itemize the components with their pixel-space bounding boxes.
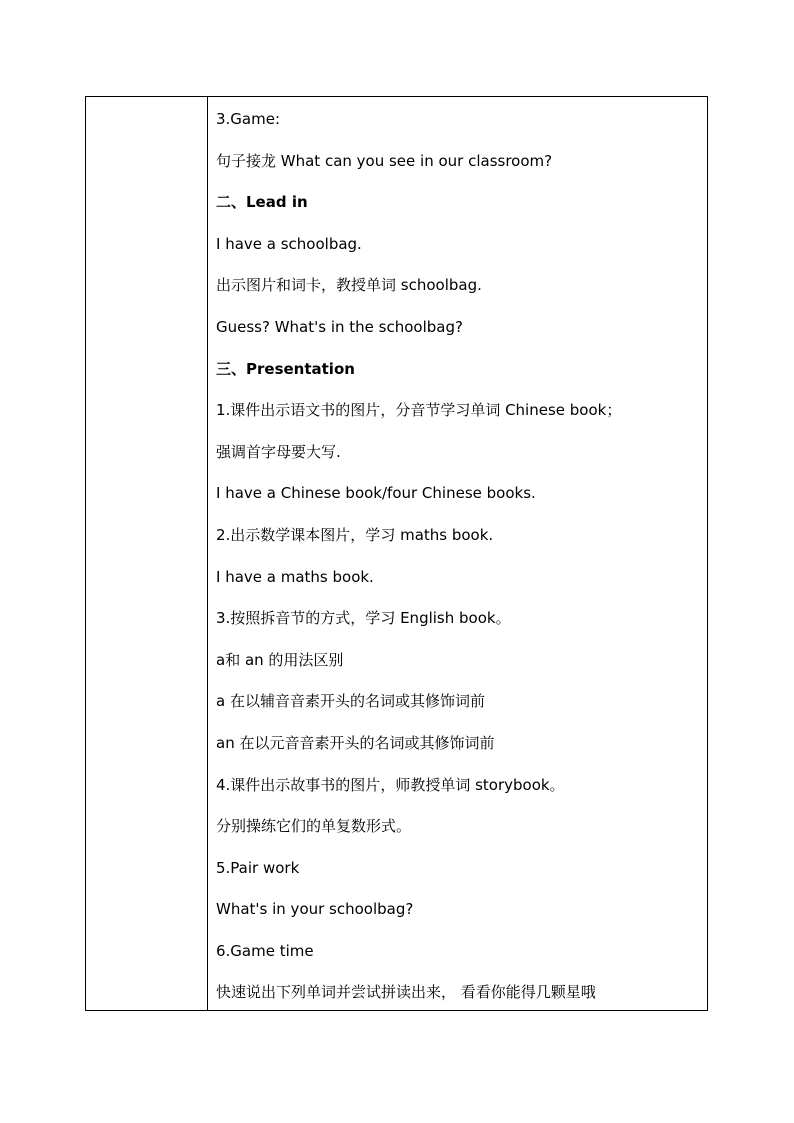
presentation-line-3: I have a Chinese book/four Chinese books. <box>216 484 536 503</box>
lesson-steps-cell <box>216 106 696 1021</box>
presentation-line-9: an 在以元音音素开头的名词或其修饰词前 <box>216 733 495 752</box>
presentation-line-1: 1.课件出示语文书的图片，分音节学习单词 Chinese book； <box>216 401 622 420</box>
presentation-line-13: What's in your schoolbag? <box>216 900 414 919</box>
table-left-cell <box>86 97 207 1010</box>
presentation-line-15: 快速说出下列单词并尝试拼读出来， 看看你能得几颗星哦 <box>216 983 596 1002</box>
step-game-text: 句子接龙 What can you see in our classroom? <box>216 151 553 170</box>
lead-in-line-2: 出示图片和词卡，教授单词 schoolbag. <box>216 276 482 295</box>
presentation-line-5: I have a maths book. <box>216 567 374 586</box>
presentation-line-6: 3.按照拆音节的方式，学习 English book。 <box>216 609 511 628</box>
presentation-line-14: 6.Game time <box>216 941 314 960</box>
presentation-line-10: 4.课件出示故事书的图片，师教授单词 storybook。 <box>216 775 565 794</box>
lesson-plan-table <box>85 96 708 1011</box>
presentation-line-11: 分别操练它们的单复数形式。 <box>216 817 412 836</box>
column-divider <box>207 97 208 1010</box>
presentation-line-2: 强调首字母要大写. <box>216 442 341 461</box>
lead-in-line-1: I have a schoolbag. <box>216 234 362 253</box>
section-presentation-heading: 三、Presentation <box>216 359 355 378</box>
step-game-title: 3.Game: <box>216 110 281 128</box>
presentation-line-8: a 在以辅音音素开头的名词或其修饰词前 <box>216 692 485 711</box>
presentation-line-4: 2.出示数学课本图片，学习 maths book. <box>216 525 494 544</box>
section-lead-in-heading: 二、Lead in <box>216 193 308 212</box>
lead-in-line-3: Guess? What's in the schoolbag? <box>216 317 463 336</box>
presentation-line-12: 5.Pair work <box>216 858 300 877</box>
presentation-line-7: a和 an 的用法区别 <box>216 650 344 669</box>
